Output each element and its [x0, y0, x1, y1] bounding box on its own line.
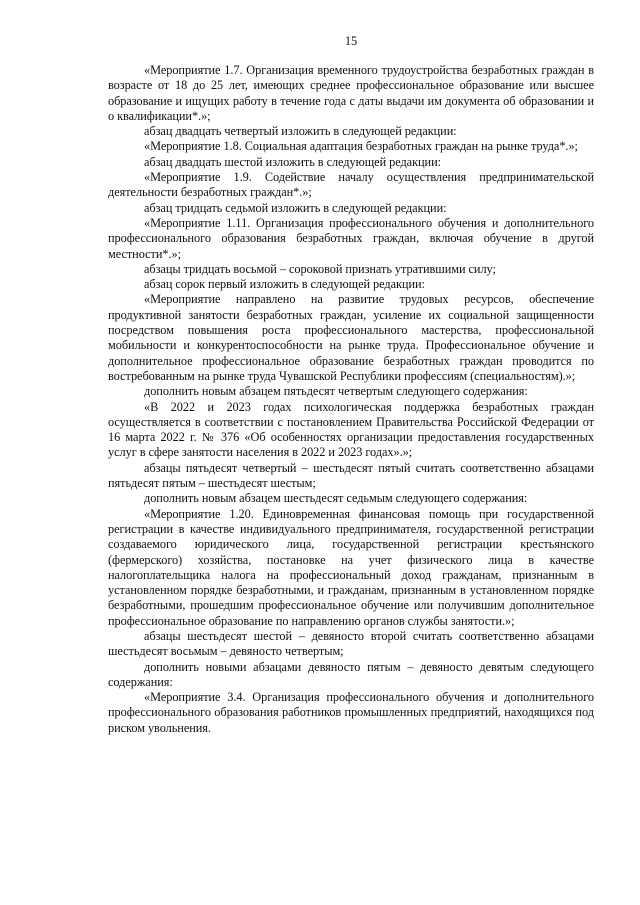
paragraph: «Мероприятие 1.9. Содействие началу осуществления предпринимательской деятельности безработных граждан*.»; — [108, 170, 594, 200]
paragraph: «В 2022 и 2023 годах психологическая поддержка безработных граждан осуществляется в соответствии с постановлением Правительства Российской Федерации от 16 марта 2022 г. № 376 «Об особенностях организации предоставления государственных услуг в сфере занятости населения в 2022 и 2023 годах».»; — [108, 399, 594, 460]
document-page — [108, 34, 594, 736]
paragraph: дополнить новым абзацем шестьдесят седьмым следующего содержания: — [144, 491, 528, 506]
paragraph: абзац двадцать четвертый изложить в следующей редакции: — [144, 124, 457, 139]
page-number: 15 — [344, 34, 358, 48]
paragraph: дополнить новым абзацем пятьдесят четвертым следующего содержания: — [144, 384, 528, 399]
paragraph: «Мероприятие 1.8. Социальная адаптация безработных граждан на рынке труда*.»; — [144, 139, 578, 154]
paragraph: «Мероприятие 1.11. Организация профессионального обучения и дополнительного профессионального образования безработных граждан, включая обучение в другой местности*.»; — [108, 215, 594, 261]
paragraph: «Мероприятие 1.7. Организация временного трудоустройства безработных граждан в возрасте от 18 до 25 лет, имеющих среднее профессиональное образование или высшее образование и ищущих работу в течение года с даты выдачи им документа об образовании и о квалификации*.»; — [108, 63, 594, 123]
paragraph: абзацы пятьдесят четвертый – шестьдесят пятый считать соответственно абзацами пятьдесят пятым – шестьдесят шестым; — [108, 460, 594, 491]
paragraph: «Мероприятие 3.4. Организация профессионального обучения и дополнительного профессионального образования работников промышленных предприятий, находящихся под риском увольнения. — [108, 690, 594, 735]
paragraph: абзац двадцать шестой изложить в следующей редакции: — [144, 154, 441, 169]
paragraph: абзацы шестьдесят шестой – девяносто второй считать соответственно абзацами шестьдесят восьмым – девяносто четвертым; — [108, 628, 594, 659]
paragraph: абзац сорок первый изложить в следующей редакции: — [144, 277, 425, 292]
paragraph: дополнить новыми абзацами девяносто пятым – девяносто девятым следующего содержания: — [108, 659, 594, 689]
paragraph: «Мероприятие 1.20. Единовременная финансовая помощь при государственной регистрации в качестве индивидуального предпринимателя, государственной регистрации создаваемого юридического лица, государственной регистрации крестьянского (фермерского) хозяйства, постановке на учет физического лица в качестве налогоплательщика налога на профессиональный доход гражданам, признанным в установленном порядке безработными, и гражданам, признанным в установленном порядке безработными, прошедшим профессиональное обучение или получившим дополнительное профессиональное образование по направлению органов службы занятости.»; — [108, 506, 594, 628]
paragraph: «Мероприятие направлено на развитие трудовых ресурсов, обеспечение продуктивной занятости безработных граждан, усиление их социальной защищенности посредством повышения роста профессионального мастерства, профессиональной мобильности и конкурентоспособности на рынке труда. Профессиональное обучение и дополнительное профессиональное образование безработных граждан проводится по востребованным на рынке труда Чувашской Республики профессиям (специальностям).»; — [108, 292, 594, 383]
paragraph: абзацы тридцать восьмой – сороковой признать утратившими силу; — [144, 261, 496, 276]
paragraph: абзац тридцать седьмой изложить в следующей редакции: — [144, 200, 447, 215]
